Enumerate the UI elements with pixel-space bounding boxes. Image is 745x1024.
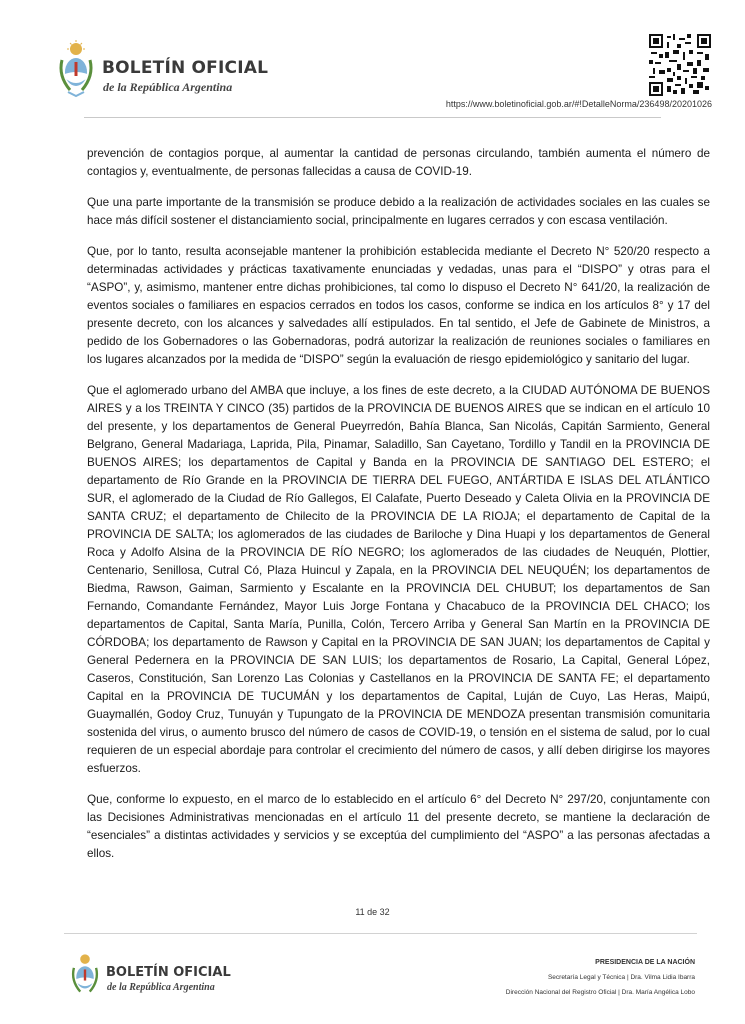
paragraph: Que una parte importante de la transmisión se produce debido a la realización de actividades sociales en las cuales se hace más difícil sostener el distanciamiento social, principalmente en lugares cerrados y con escasa ventilación. xyxy=(87,196,710,227)
page-number: 11 de 32 xyxy=(355,907,390,917)
brand-subtitle: de la República Argentina xyxy=(103,80,233,94)
paragraph: Que, por lo tanto, resulta aconsejable mantener la prohibición establecida mediante el Decreto N° 520/20 respecto a determinadas actividades y prácticas taxativamente enunciadas y vedadas, unas para el “DISPO” y otras para el “ASPO”, y, asimismo, mantener entre dichas prohibiciones, tal como lo dispuso el Decreto N° 641/20, la realización de eventos sociales o familiares en espacios cerrados en todos los casos, conforme se indica en los artículos 8° y 17 del presente decreto, con los alcances y salvedades allí estipulados. En tal sentido, el Jefe de Gabinete de Ministros, a pedido de los Gobernadores o las Gobernadoras, podrá autorizar la realización de reuniones sociales o familiares en los lugares alcanzados por la medida de “DISPO” según la evaluación de riesgo epidemiológico y sanitario del lugar. xyxy=(87,245,710,366)
document-body xyxy=(87,145,710,876)
coat-of-arms-icon xyxy=(56,40,96,98)
page-header xyxy=(0,0,745,125)
document-url[interactable]: https://www.boletinoficial.gob.ar/#!DetalleNorma/236498/20201026 xyxy=(445,99,712,109)
coat-of-arms-icon xyxy=(69,952,101,998)
footer-direccion: Dirección Nacional del Registro Oficial | Dra. María Angélica Lobo xyxy=(505,989,695,996)
footer-presidencia: PRESIDENCIA DE LA NACIÓN xyxy=(595,959,695,966)
paragraph: Que, conforme lo expuesto, en el marco de lo establecido en el artículo 6° del Decreto N° 297/20, conjuntamente con las Decisiones Administrativas mencionadas en el artículo 11 del presente decreto, se mantiene la declaración de “esenciales” a distintas actividades y servicios y se exceptúa del cumplimiento del “ASPO” a las personas afectadas a ellos. xyxy=(87,793,710,860)
footer-brand-subtitle: de la República Argentina xyxy=(107,982,215,993)
footer-divider xyxy=(64,933,697,934)
paragraph: Que el aglomerado urbano del AMBA que incluye, a los fines de este decreto, a la CIUDAD AUTÓNOMA DE BUENOS AIRES y a los TREINTA Y CINCO (35) partidos de la PROVINCIA DE BUENOS AIRES que se indican en el artículo 10 del presente, y los departamentos de General Pueyrredón, Bahía Blanca, San Nicolás, Capitán Sarmiento, General Belgrano, General Madariaga, Laprida, Pila, Pinamar, Saladillo, San Cayetano, Tordillo y Tandil en la PROVINCIA DE BUENOS AIRES; los departamentos de Capital y Banda en la PROVINCIA DE SANTIAGO DEL ESTERO; el departamento de Río Grande en la PROVINCIA DE TIERRA DEL FUEGO, ANTÁRTIDA E ISLAS DEL ATLÁNTICO SUR, el aglomerado de la Ciudad de Río Gallegos, El Calafate, Puerto Deseado y Caleta Olivia en la PROVINCIA DE SANTA CRUZ; el departamento de Chilecito de la PROVINCIA DE LA RIOJA; el departamento de Capital de la PROVINCIA DE SALTA; los aglomerados de las ciudades de Bariloche y Dina Huapi y los departamentos de General Roca y Adolfo Alsina de la PROVINCIA DE RÍO NEGRO; los aglomerados de las ciudades de Neuquén, Plottier, Centenario, Senillosa, Cutral Có, Plaza Huincul y Zapala, en la PROVINCIA DEL NEUQUÉN; los departamentos de Biedma, Rawson, Gaiman, Sarmiento y Escalante en la PROVINCIA DEL CHUBUT; los departamentos de San Fernando, Comandante Fernández, Mayor Luis Jorge Fontana y Chacabuco de la PROVINCIA DEL CHACO; los departamentos de Capital, Santa María, Punilla, Colón, Tercero Arriba y General San Martín en la PROVINCIA DE CÓRDOBA; los departamento de Rawson y Capital en la PROVINCIA DE SAN JUAN; los departamentos de Capital y General Pedernera en la PROVINCIA DE SAN LUIS; los departamentos de Rosario, La Capital, General López, Caseros, Constitución, San Lorenzo Las Colonias y Castellanos en la PROVINCIA DE SANTA FE; el departamento Capital en la PROVINCIA DE TUCUMÁN y los departamentos de Capital, Luján de Cuyo, Las Heras, Maipú, Guaymallén, Godoy Cruz, Tunuyán y Tupungato de la PROVINCIA DE MENDOZA presentan transmisión comunitaria sostenida del virus, o aumento brusco del número de casos de COVID-19, o tensión en el sistema de salud, por lo cual requieren de un especial abordaje para controlar el crecimiento del número de casos, y allí deben dirigirse los mayores esfuerzos. xyxy=(87,384,710,775)
qr-code-icon[interactable] xyxy=(649,34,711,96)
header-divider xyxy=(84,117,661,118)
brand-title: BOLETÍN OFICIAL xyxy=(102,58,269,78)
footer-brand-title: BOLETÍN OFICIAL xyxy=(106,965,231,980)
footer-credits xyxy=(506,955,695,1000)
footer-secretaria: Secretaría Legal y Técnica | Dra. Vilma Lidia Ibarra xyxy=(547,974,695,981)
paragraph: prevención de contagios porque, al aumentar la cantidad de personas circulando, también aumenta el número de contagios y, eventualmente, de personas fallecidas a causa de COVID-19. xyxy=(87,147,710,178)
